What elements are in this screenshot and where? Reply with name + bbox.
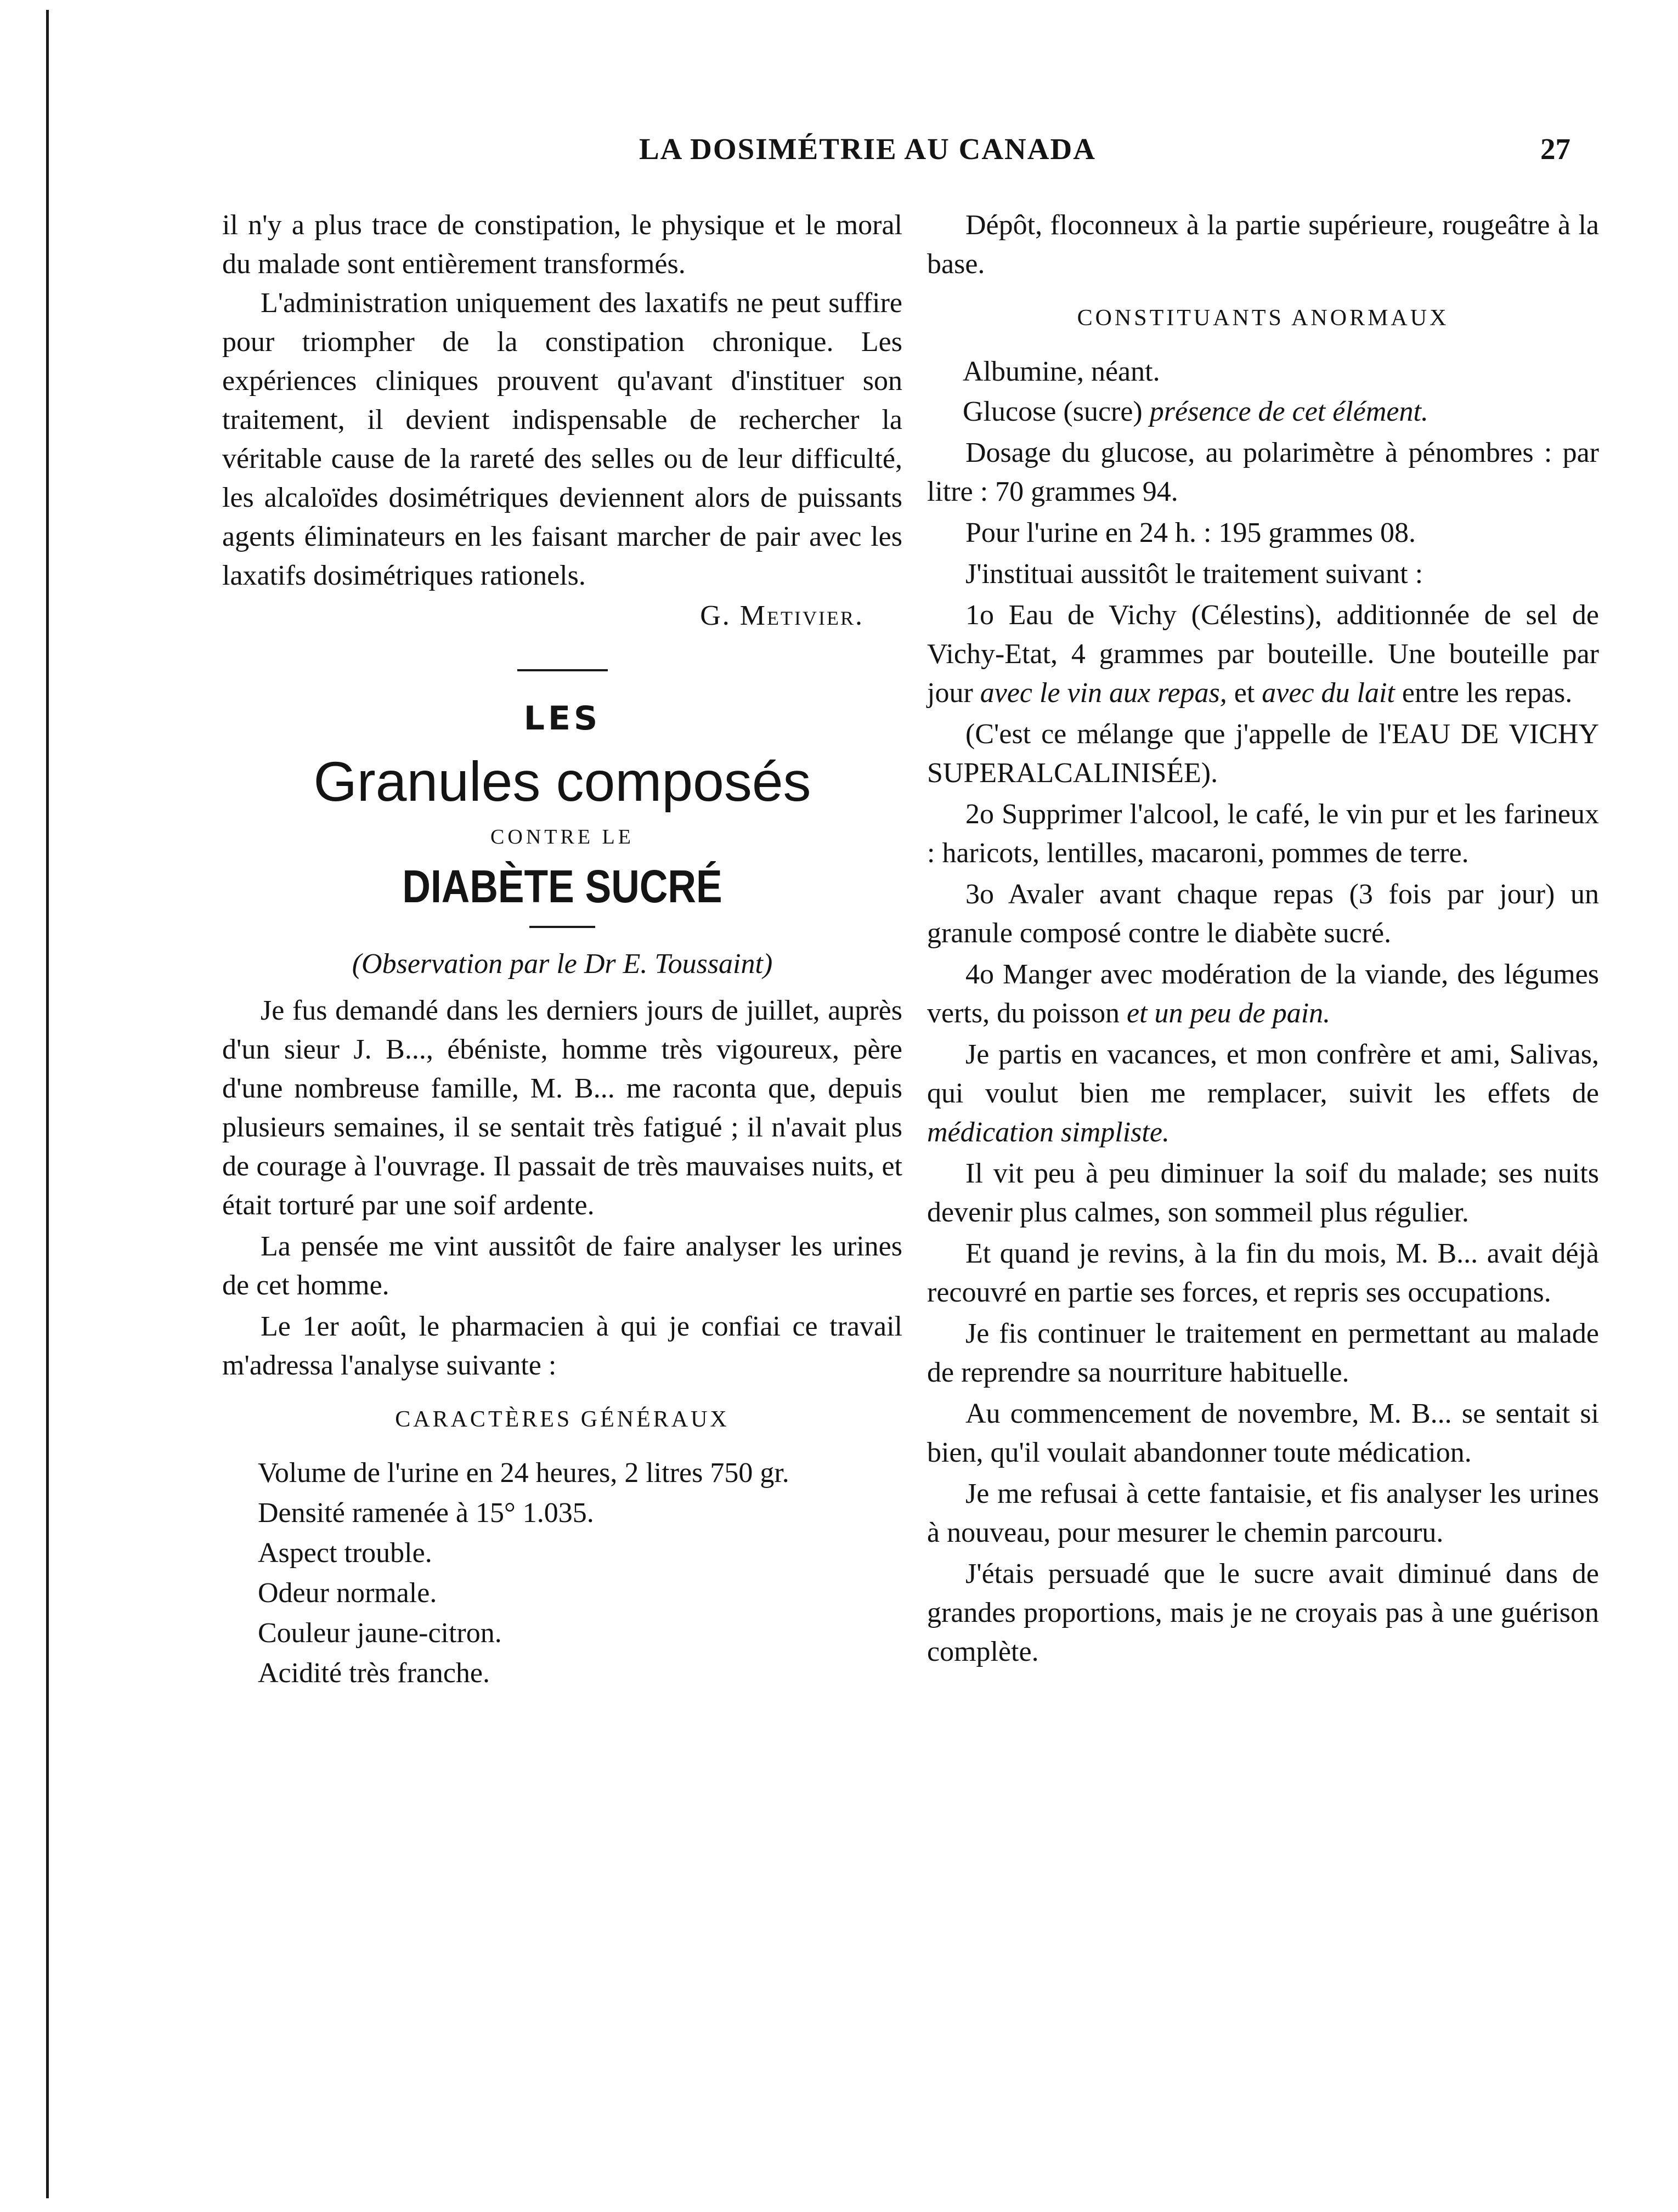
paragraph-constipation-end: il n'y a plus trace de constipation, le physique et le moral du malade sont entièrement transformés. [222, 210, 902, 280]
analysis-depot: Dépôt, floconneux à la partie supérieure, rougeâtre à la base. [927, 210, 1599, 280]
paragraph-novembre: Au commencement de novembre, M. B... se sentait si bien, qu'il voulait abandonner toute médication. [927, 1398, 1599, 1468]
paragraph-vacances [927, 1035, 1599, 1152]
treatment-step-1 [927, 596, 1599, 712]
treatment-step-2: 2o Supprimer l'alcool, le café, le vin pur et les farineux : haricots, lentilles, macaroni, pommes de terre. [927, 799, 1599, 869]
running-head: LA DOSIMÉTRIE AU CANADA [639, 132, 1096, 166]
glucose-value: présence de cet élément. [1149, 396, 1428, 427]
glucose-label: Glucose (sucre) [963, 396, 1143, 427]
section-heading-abnormal: CONSTITUANTS ANORMAUX [1077, 306, 1449, 331]
analysis-couleur: Couleur jaune-citron. [258, 1617, 502, 1649]
treatment-1-milk: avec du lait [1262, 677, 1395, 709]
treatment-4-bread: et un peu de pain. [1127, 998, 1331, 1029]
paragraph-case-intro: Je fus demandé dans les derniers jours de juillet, auprès d'un sieur J. B..., ébéniste, homme très vigoureux, père d'une nombreuse famille, M. B... me raconta que, depuis plusieurs semaines, il se sentait très fatigué ; il n'avait plus de courage à l'ouvrage. Il passait de très mauvaises nuits, et était torturé par une soif ardente. [222, 995, 902, 1221]
treatment-1-end: entre les repas. [1402, 677, 1573, 709]
treatment-step-3: 3o Avaler avant chaque repas (3 fois par jour) un granule composé contre le diabète sucré. [927, 879, 1599, 949]
paragraph-revins: Et quand je revins, à la fin du mois, M. B... avait déjà recouvré en partie ses forces, et repris ses occupations. [927, 1238, 1599, 1308]
article-title-les: LES [523, 699, 601, 738]
title-divider [529, 926, 595, 928]
article-title-main: Granules composés [313, 750, 811, 813]
vacances-medication: médication simpliste. [927, 1117, 1169, 1148]
observation-byline: (Observation par le Dr E. Toussaint) [352, 948, 773, 980]
paragraph-institution: J'instituai aussitôt le traitement suivant : [965, 558, 1423, 590]
analysis-pour-urine: Pour l'urine en 24 h. : 195 grammes 08. [965, 517, 1416, 548]
paragraph-persuade: J'étais persuadé que le sucre avait diminué dans de grandes proportions, mais je ne croyais pas à une guérison complète. [927, 1558, 1599, 1667]
page-number: 27 [1540, 132, 1570, 166]
treatment-1-conj: et [1234, 677, 1255, 709]
analysis-odeur: Odeur normale. [258, 1577, 437, 1609]
paragraph-pharmacist: Le 1er août, le pharmacien à qui je confiai ce travail m'adressa l'analyse suivante : [222, 1311, 902, 1381]
treatment-1-wine: avec le vin aux repas, [980, 677, 1227, 709]
analysis-aspect: Aspect trouble. [258, 1537, 432, 1569]
analysis-acidite: Acidité très franche. [258, 1657, 490, 1689]
analysis-densite: Densité ramenée à 15° 1.035. [258, 1497, 594, 1529]
article-title-subject: DIABÈTE SUCRÉ [402, 861, 722, 912]
paragraph-laxatifs: L'administration uniquement des laxatifs ne peut suffire pour triompher de la constipation chronique. Les expériences cliniques prouvent qu'avant d'instituer son traitement, il devient indispensable de rechercher la véritable cause de la rareté des selles ou de leur difficulté, les alcaloïdes dosimétriques deviennent alors de puissants agents éliminateurs en les faisant marcher de pair avec les laxatifs dosimétriques rationels. [222, 287, 902, 591]
treatment-step-4 [927, 955, 1599, 1033]
treatment-4-text: 4o Manger avec modération de la viande, des légumes verts, du poisson [927, 959, 1599, 1029]
treatment-note: (C'est ce mélange que j'appelle de l'EAU DE VICHY SUPERALCALINISÉE). [927, 719, 1599, 789]
paragraph-soif: Il vit peu à peu diminuer la soif du malade; ses nuits devenir plus calmes, son sommeil plus régulier. [927, 1158, 1599, 1228]
page-margin-rule [46, 10, 49, 2198]
paragraph-continuer: Je fis continuer le traitement en permettant au malade de reprendre sa nourriture habituelle. [927, 1318, 1599, 1388]
left-column [222, 206, 902, 1693]
treatment-1-text: 1o Eau de Vichy (Célestins), additionnée de sel de Vichy-Etat, 4 grammes par bouteille. Une bouteille par jour [927, 599, 1599, 709]
analysis-albumine: Albumine, néant. [963, 356, 1160, 387]
analysis-volume: Volume de l'urine en 24 heures, 2 litres 750 gr. [258, 1457, 789, 1489]
section-heading-general: CARACTÈRES GÉNÉRAUX [395, 1407, 730, 1432]
analysis-glucose [927, 392, 1599, 431]
author-signature: G. Metivier. [700, 600, 864, 631]
section-divider [517, 669, 608, 671]
analysis-dosage: Dosage du glucose, au polarimètre à pénombres : par litre : 70 grammes 94. [927, 437, 1599, 507]
paragraph-analysis-idea: La pensée me vint aussitôt de faire analyser les urines de cet homme. [222, 1231, 902, 1301]
right-column [927, 206, 1599, 1671]
article-title-contre: CONTRE LE [490, 825, 634, 848]
paragraph-refusai: Je me refusai à cette fantaisie, et fis analyser les urines à nouveau, pour mesurer le chemin parcouru. [927, 1478, 1599, 1548]
vacances-text: Je partis en vacances, et mon confrère et ami, Salivas, qui voulut bien me remplacer, suivit les effets de [927, 1039, 1599, 1109]
